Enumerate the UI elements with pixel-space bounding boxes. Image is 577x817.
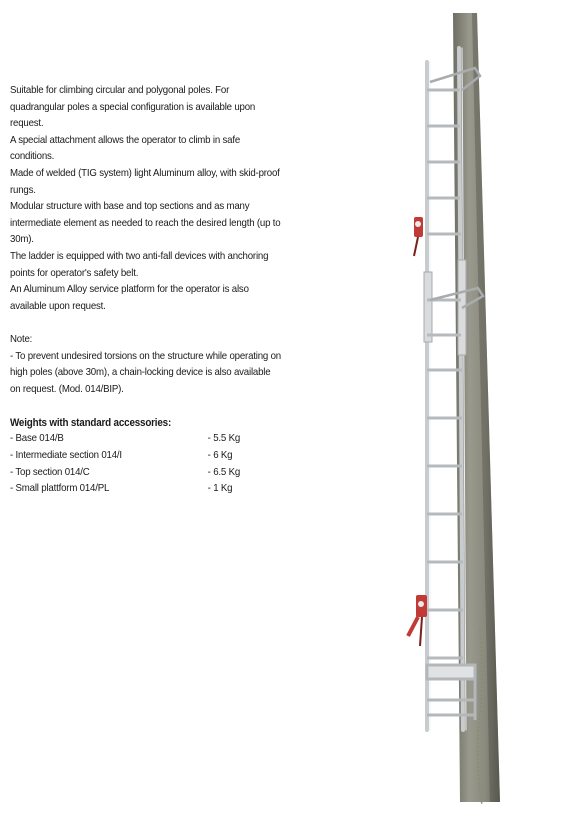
weight-row [10,431,282,448]
spacer [10,398,282,415]
weight-value: - 5.5 Kg [207,433,241,445]
weight-row [10,481,282,498]
weight-row [10,465,282,482]
ladder-on-pole-photo [380,10,530,810]
description-paragraph-2: A special attachment allows the operator to climb in safe conditions. [10,134,241,163]
description-paragraph-6: An Aluminum Alloy service platform for the operator is also available upon request. [10,284,249,312]
weight-item: - Intermediate section 014/I [10,450,122,462]
description-paragraph-1: Suitable for climbing circular and polygonal poles. For quadrangular poles a special configuration is available upon request. [10,85,256,130]
weight-value: - 1 Kg [207,483,233,495]
spacer [10,315,282,332]
weight-value: - 6.5 Kg [207,466,241,478]
description-paragraph-5: The ladder is equipped with two anti-fall devices with anchoring points for operator's safety belt. [10,250,269,279]
note-label: Note: [10,333,33,345]
note-text: - To prevent undesired torsions on the structure while operating on high poles (above 30m), a chain-locking device is also available on request. (Mod. 014/BIP). [10,350,281,395]
description-paragraph-4: Modular structure with base and top sections and as many intermediate element as needed to reach the desired length (up to 30m). [10,201,281,246]
description-paragraph-3: Made of welded (TIG system) light Aluminum alloy, with skid-proof rungs. [10,167,280,196]
weight-value: - 6 Kg [207,450,233,462]
weight-row [10,448,282,465]
product-description [10,83,282,498]
weight-item: - Small plattform 014/PL [10,483,110,495]
anti-fall-device-upper [414,217,423,256]
weight-item: - Base 014/B [10,433,64,445]
weights-heading: Weights with standard accessories: [10,416,172,429]
anti-fall-device-lower [408,595,427,646]
weight-item: - Top section 014/C [10,466,90,478]
